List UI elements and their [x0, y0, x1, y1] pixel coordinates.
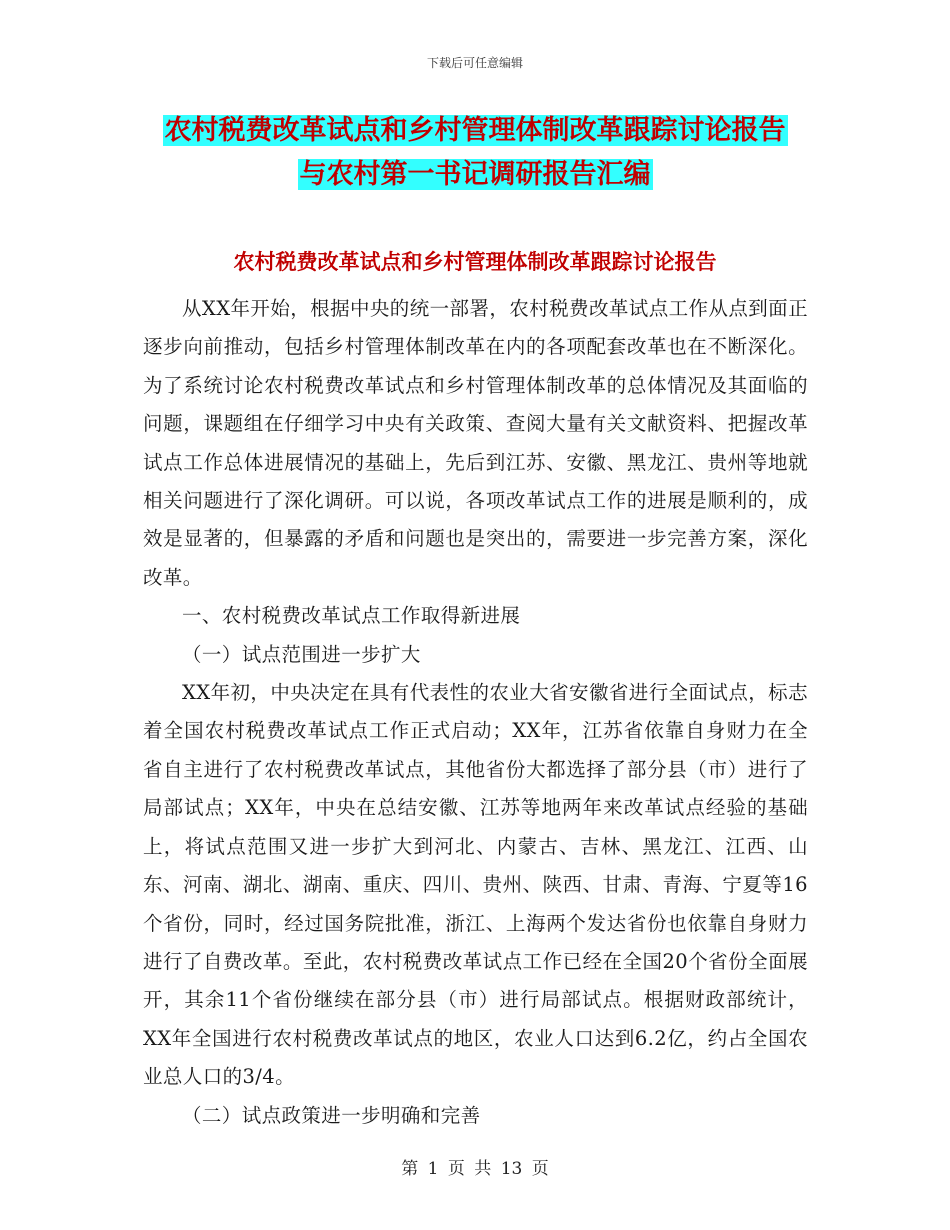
- document-title-line-2-text: 与农村第一书记调研报告汇编: [299, 159, 651, 190]
- document-title-line-1: [0, 111, 950, 151]
- paragraph-intro: 从XX年开始，根据中央的统一部署，农村税费改革试点工作从点到面正逐步向前推动，包括乡村管理体制改革在内的各项配套改革也在不断深化。为了系统讨论农村税费改革试点和乡村管理体制改革的总体情况及其面临的问题，课题组在仔细学习中央有关政策、查阅大量有关文献资料、把握改革试点工作总体进展情况的基础上，先后到江苏、安徽、黑龙江、贵州等地就相关问题进行了深化调研。可以说，各项改革试点工作的进展是顺利的，成效是显著的，但暴露的矛盾和问题也是突出的，需要进一步完善方案，深化改革。: [143, 297, 808, 589]
- subheading-1: （一）试点范围进一步扩大: [182, 642, 421, 666]
- document-body: [143, 290, 808, 1135]
- page-header-note: 下载后可任意编辑: [426, 56, 523, 70]
- paragraph-scope: XX年初，中央决定在具有代表性的农业大省安徽省进行全面试点，标志着全国农村税费改革试点工作正式启动；XX年，江苏省依靠自身财力在全省自主进行了农村税费改革试点，其他省份大都选择了部分县（市）进行了局部试点；XX年，中央在总结安徽、江苏等地两年来改革试点经验的基础上，将试点范围又进一步扩大到河北、内蒙古、吉林、黑龙江、江西、山东、河南、湖北、湖南、重庆、四川、贵州、陕西、甘肃、青海、宁夏等16个省份，同时，经过国务院批准，浙江、上海两个发达省份也依靠自身财力进行了自费改革。至此，农村税费改革试点工作已经在全国20个省份全面展开，其余11个省份继续在部分县（市）进行局部试点。根据财政部统计，XX年全国进行农村税费改革试点的地区，农业人口达到6.2亿，约占全国农业总人口的3/4。: [143, 681, 808, 1089]
- page-number: 第 1 页 共 13 页: [401, 1159, 549, 1179]
- section-title: 农村税费改革试点和乡村管理体制改革跟踪讨论报告: [233, 249, 717, 274]
- document-title-line-1-text: 农村税费改革试点和乡村管理体制改革跟踪讨论报告: [164, 115, 786, 146]
- subheading-2: （二）试点政策进一步明确和完善: [182, 1103, 481, 1127]
- document-title-line-2: [0, 155, 950, 195]
- heading-part-one: 一、农村税费改革试点工作取得新进展: [182, 604, 521, 628]
